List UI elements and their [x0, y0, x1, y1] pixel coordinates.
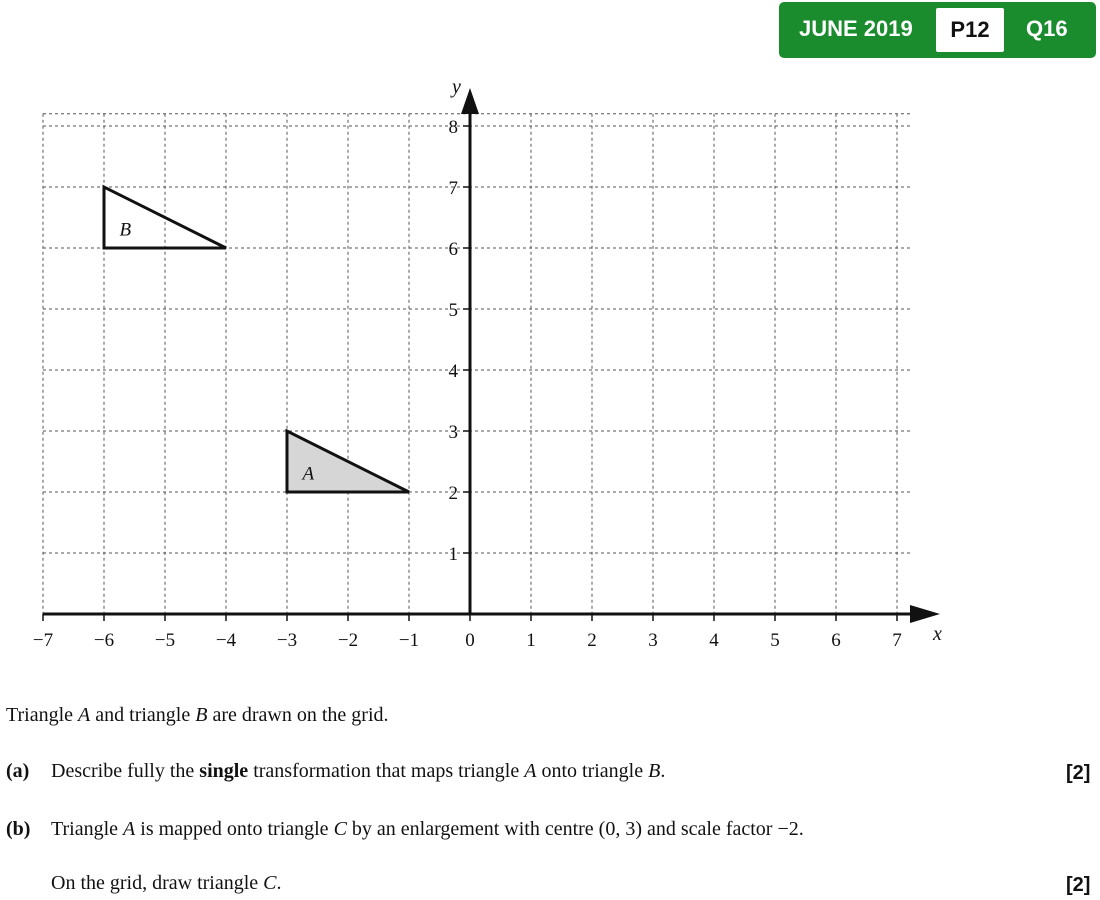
part-b-marks: [2] — [1066, 874, 1091, 896]
x-axis-label: x — [933, 623, 942, 645]
y-tick-label: 2 — [448, 483, 458, 504]
x-tick-label: 1 — [526, 630, 536, 651]
y-tick-label: 3 — [448, 422, 458, 443]
x-tick-label: 3 — [648, 630, 658, 651]
x-tick-label: 4 — [709, 630, 719, 651]
part-a-label: (a) — [6, 760, 30, 782]
x-tick-label: −7 — [32, 630, 54, 651]
y-axis-label: y — [452, 76, 461, 98]
y-tick-label: 1 — [448, 544, 458, 565]
x-tick-label: 0 — [465, 630, 475, 651]
badge-question: Q16 — [1026, 16, 1068, 41]
x-axis-arrow — [910, 605, 940, 623]
y-tick-label: 5 — [448, 300, 458, 321]
x-tick-label: −3 — [276, 630, 298, 651]
triangle-b-label: B — [119, 219, 132, 241]
y-tick-label: 8 — [448, 117, 458, 138]
part-b-text: Triangle A is mapped onto triangle C by an enlargement with centre (0, 3) and scale factor −2. — [51, 818, 804, 840]
y-axis-arrow — [461, 88, 479, 114]
part-a-marks: [2] — [1066, 762, 1091, 784]
x-tick-label: 2 — [587, 630, 597, 651]
question-intro: Triangle A and triangle B are drawn on the grid. — [6, 704, 389, 726]
badge-session: JUNE 2019 — [799, 16, 913, 41]
x-tick-label: −2 — [337, 630, 359, 651]
x-tick-label: −6 — [93, 630, 115, 651]
x-tick-label: 7 — [892, 630, 902, 651]
y-tick-label: 7 — [448, 178, 458, 199]
x-tick-label: 5 — [770, 630, 780, 651]
part-a-text: Describe fully the single transformation that maps triangle A onto triangle B. — [51, 760, 666, 782]
x-tick-label: −4 — [215, 630, 237, 651]
x-tick-label: 6 — [831, 630, 841, 651]
x-tick-label: −1 — [398, 630, 420, 651]
part-b-instruction: On the grid, draw triangle C. — [51, 872, 282, 894]
part-b-label: (b) — [6, 818, 31, 840]
y-tick-label: 6 — [448, 239, 458, 260]
badge-paper: P12 — [936, 8, 1004, 52]
y-tick-label: 4 — [448, 361, 458, 382]
x-tick-label: −5 — [154, 630, 176, 651]
triangle-a-label: A — [302, 463, 315, 485]
